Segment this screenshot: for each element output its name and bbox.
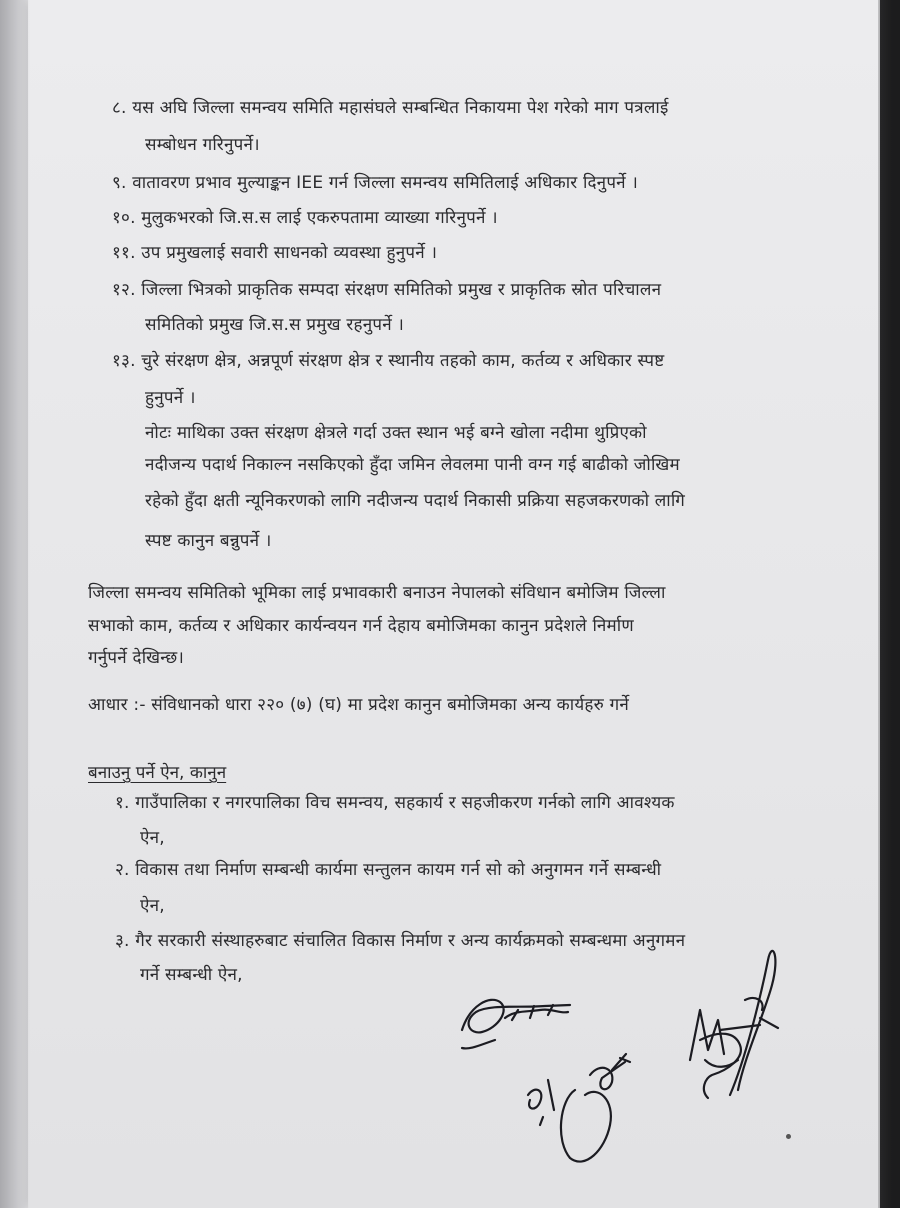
paragraph-line-1: जिल्ला समन्वय समितिको भूमिका लाई प्रभावकारी बनाउन नेपालको संविधान बमोजिम जिल्ला [88,583,666,603]
list-item-12-line-2: समितिको प्रमुख जि.स.स प्रमुख रहनुपर्ने । [145,315,405,335]
note-line-2: नदीजन्य पदार्थ निकाल्न नसकिएको हुँदा जमिन लेवलमा पानी वग्न गई बाढीको जोखिम [145,455,680,475]
ink-dot [786,1134,791,1139]
list-item-12-line-1: १२. जिल्ला भित्रको प्राकृतिक सम्पदा संरक्षण समितिको प्रमुख र प्राकृतिक स्रोत परिचालन [112,280,662,300]
note-line-4: स्पष्ट कानुन बन्नुपर्ने । [145,531,272,551]
list-item-11: ११. उप प्रमुखलाई सवारी साधनको व्यवस्था हुनुपर्ने । [112,243,438,263]
note-line-3: रहेको हुँदा क्षती न्यूनिकरणको लागि नदीजन्य पदार्थ निकासी प्रक्रिया सहजकरणको लागि [145,491,686,511]
paragraph-line-2: सभाको काम, कर्तव्य र अधिकार कार्यन्वयन गर्न देहाय बमोजिमका कानुन प्रदेशले निर्माण [88,616,634,636]
law-item-3-line-2: गर्ने सम्बन्धी ऐन, [140,965,243,985]
list-item-8-line-1: ८. यस अघि जिल्ला समन्वय समिति महासंघले सम्बन्धित निकायमा पेश गरेको माग पत्रलाई [112,98,669,118]
law-item-1-line-1: १. गाउँपालिका र नगरपालिका विच समन्वय, सहकार्य र सहजीकरण गर्नको लागि आवश्यक [115,793,675,813]
list-item-13-line-2: हुनुपर्ने । [145,388,196,408]
basis-line: आधार :- संविधानको धारा २२० (७) (घ) मा प्रदेश कानुन बमोजिमका अन्य कार्यहरु गर्ने [88,695,630,715]
list-item-9: ९. वातावरण प्रभाव मुल्याङ्कन IEE गर्न जिल्ला समन्वय समितिलाई अधिकार दिनुपर्ने । [112,173,639,193]
list-item-10: १०. मुलुकभरको जि.स.स लाई एकरुपतामा व्याख्या गरिनुपर्ने । [112,208,498,228]
paragraph-line-3: गर्नुपर्ने देखिन्छ। [88,648,185,668]
signature-1 [462,1000,570,1049]
law-item-2-line-2: ऐन, [140,896,165,916]
law-item-3-line-1: ३. गैर सरकारी संस्थाहरुबाट संचालित विकास निर्माण र अन्य कार्यक्रमको सम्बन्धमा अनुगमन [115,931,686,951]
law-item-1-line-2: ऐन, [140,828,165,848]
signature-2 [528,1054,630,1162]
law-item-2-line-1: २. विकास तथा निर्माण सम्बन्धी कार्यमा सन्तुलन कायम गर्न सो को अनुगमन गर्ने सम्बन्धी [115,860,662,880]
note-line-1: नोटः माथिका उक्त संरक्षण क्षेत्रले गर्दा उक्त स्थान भई बग्ने खोला नदीमा थुप्रिएको [145,423,647,443]
list-item-8-line-2: सम्बोधन गरिनुपर्ने। [145,135,260,155]
signature-3 [690,951,778,1098]
list-item-13-line-1: १३. चुरे संरक्षण क्षेत्र, अन्नपूर्ण संरक्षण क्षेत्र र स्थानीय तहको काम, कर्तव्य र अधिकार स्पष्ट [112,351,665,371]
laws-heading: बनाउनु पर्ने ऐन, कानुन [88,763,227,783]
